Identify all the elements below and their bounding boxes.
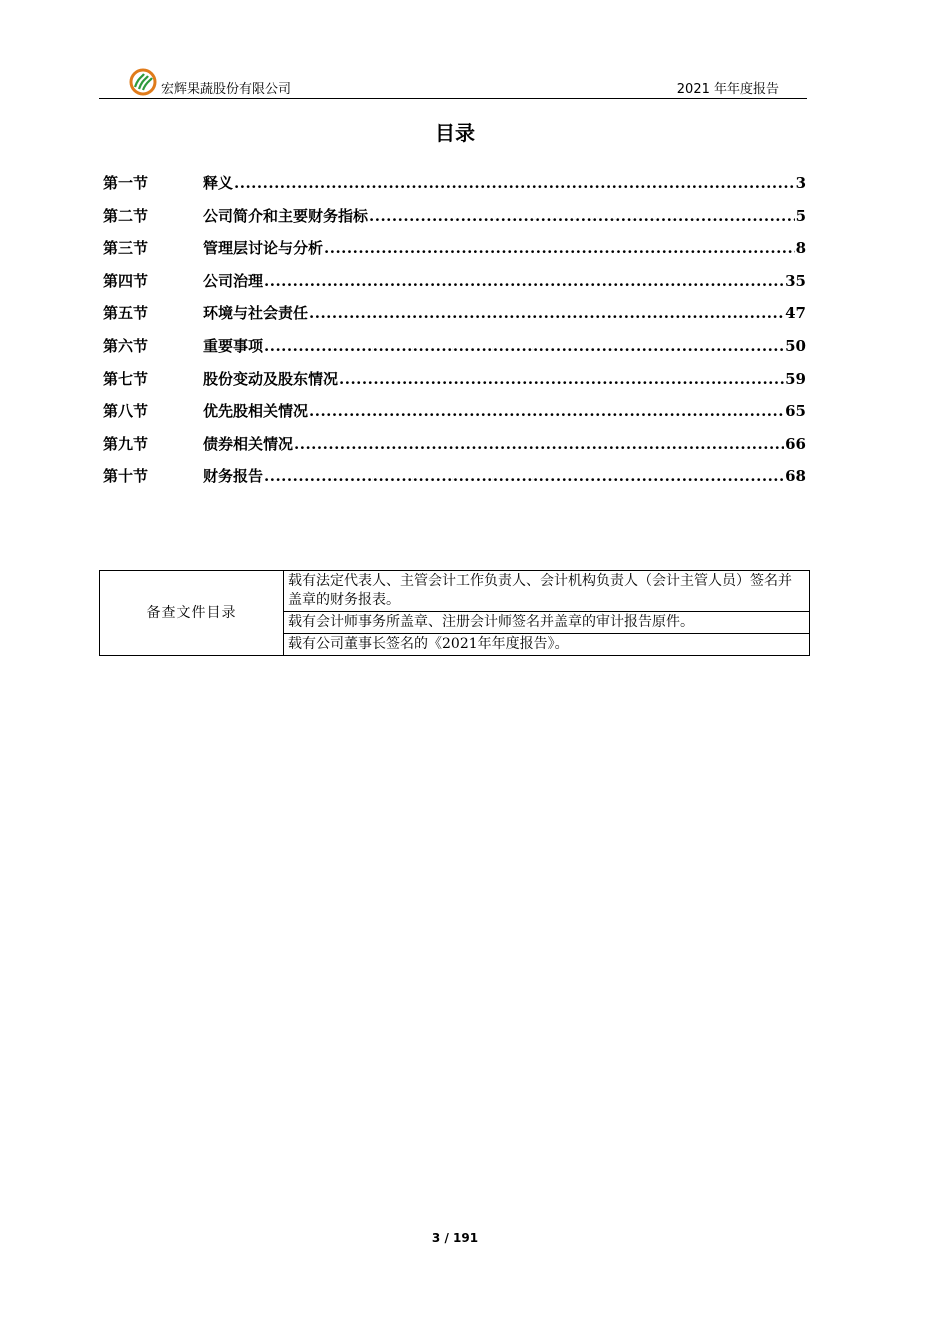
toc-section-title: 优先股相关情况	[203, 402, 309, 421]
toc-section-number: 第二节	[103, 206, 149, 225]
page-title: 目录	[435, 121, 475, 145]
toc-section-number: 第八节	[103, 402, 149, 421]
toc-leader-dots	[324, 239, 795, 257]
toc-page-number: 35	[785, 271, 806, 290]
company-logo-icon	[129, 68, 157, 96]
toc-section-number: 第三节	[103, 239, 149, 258]
table-of-contents	[103, 172, 806, 498]
toc-leader-dots	[369, 207, 795, 225]
toc-section-title: 债券相关情况	[203, 434, 294, 453]
toc-page-number: 5	[795, 206, 806, 225]
toc-section-number: 第五节	[103, 304, 149, 323]
toc-leader-dots	[294, 435, 784, 453]
page-number: 3 / 191	[431, 1231, 479, 1245]
toc-page-number: 66	[785, 434, 806, 453]
toc-section-title: 公司简介和主要财务指标	[203, 206, 369, 225]
reference-docs-label: 备查文件目录	[100, 571, 284, 656]
toc-page-number: 65	[785, 402, 806, 421]
toc-section-title: 财务报告	[203, 467, 264, 486]
toc-section-number: 第七节	[103, 369, 149, 388]
report-year: 2021 年年度报告	[676, 82, 779, 97]
toc-entry[interactable]	[103, 270, 806, 303]
toc-page-number: 47	[785, 304, 806, 323]
toc-page-number: 3	[795, 174, 806, 192]
toc-entry[interactable]	[103, 302, 806, 335]
reference-doc-item: 载有公司董事长签名的《2021年年度报告》。	[284, 634, 810, 656]
toc-section-title: 管理层讨论与分析	[203, 239, 324, 258]
toc-entry[interactable]	[103, 368, 806, 401]
toc-section-number: 第四节	[103, 271, 149, 290]
toc-section-title: 环境与社会责任	[203, 304, 309, 323]
company-name: 宏辉果蔬股份有限公司	[161, 82, 292, 97]
toc-entry[interactable]	[103, 335, 806, 368]
reference-doc-item: 载有会计师事务所盖章、注册会计师签名并盖章的审计报告原件。	[284, 612, 810, 634]
toc-entry[interactable]	[103, 205, 806, 238]
toc-entry[interactable]	[103, 465, 806, 498]
table-row	[100, 571, 810, 612]
reference-doc-item: 载有法定代表人、主管会计工作负责人、会计机构负责人（会计主管人员）签名并盖章的财务报表。	[284, 571, 810, 612]
toc-page-number: 50	[785, 336, 806, 355]
toc-leader-dots	[234, 174, 795, 192]
toc-leader-dots	[309, 304, 784, 322]
toc-entry[interactable]	[103, 172, 806, 205]
toc-leader-dots	[309, 402, 784, 420]
toc-entry[interactable]	[103, 237, 806, 270]
toc-section-title: 股份变动及股东情况	[203, 369, 339, 388]
toc-entry[interactable]	[103, 433, 806, 466]
toc-page-number: 59	[785, 369, 806, 388]
toc-section-number: 第一节	[103, 174, 149, 192]
toc-page-number: 8	[795, 239, 806, 258]
toc-leader-dots	[264, 467, 784, 485]
toc-section-title: 重要事项	[203, 336, 264, 355]
toc-page-number: 68	[785, 467, 806, 486]
toc-leader-dots	[339, 370, 784, 388]
reference-docs-table	[99, 570, 810, 656]
toc-leader-dots	[264, 272, 784, 290]
page-header	[99, 66, 807, 99]
toc-section-number: 第十节	[103, 467, 149, 486]
toc-leader-dots	[264, 337, 784, 355]
toc-section-title: 公司治理	[203, 271, 264, 290]
toc-section-number: 第九节	[103, 434, 149, 453]
toc-section-number: 第六节	[103, 336, 149, 355]
toc-section-title: 释义	[203, 174, 234, 192]
toc-entry[interactable]	[103, 400, 806, 433]
